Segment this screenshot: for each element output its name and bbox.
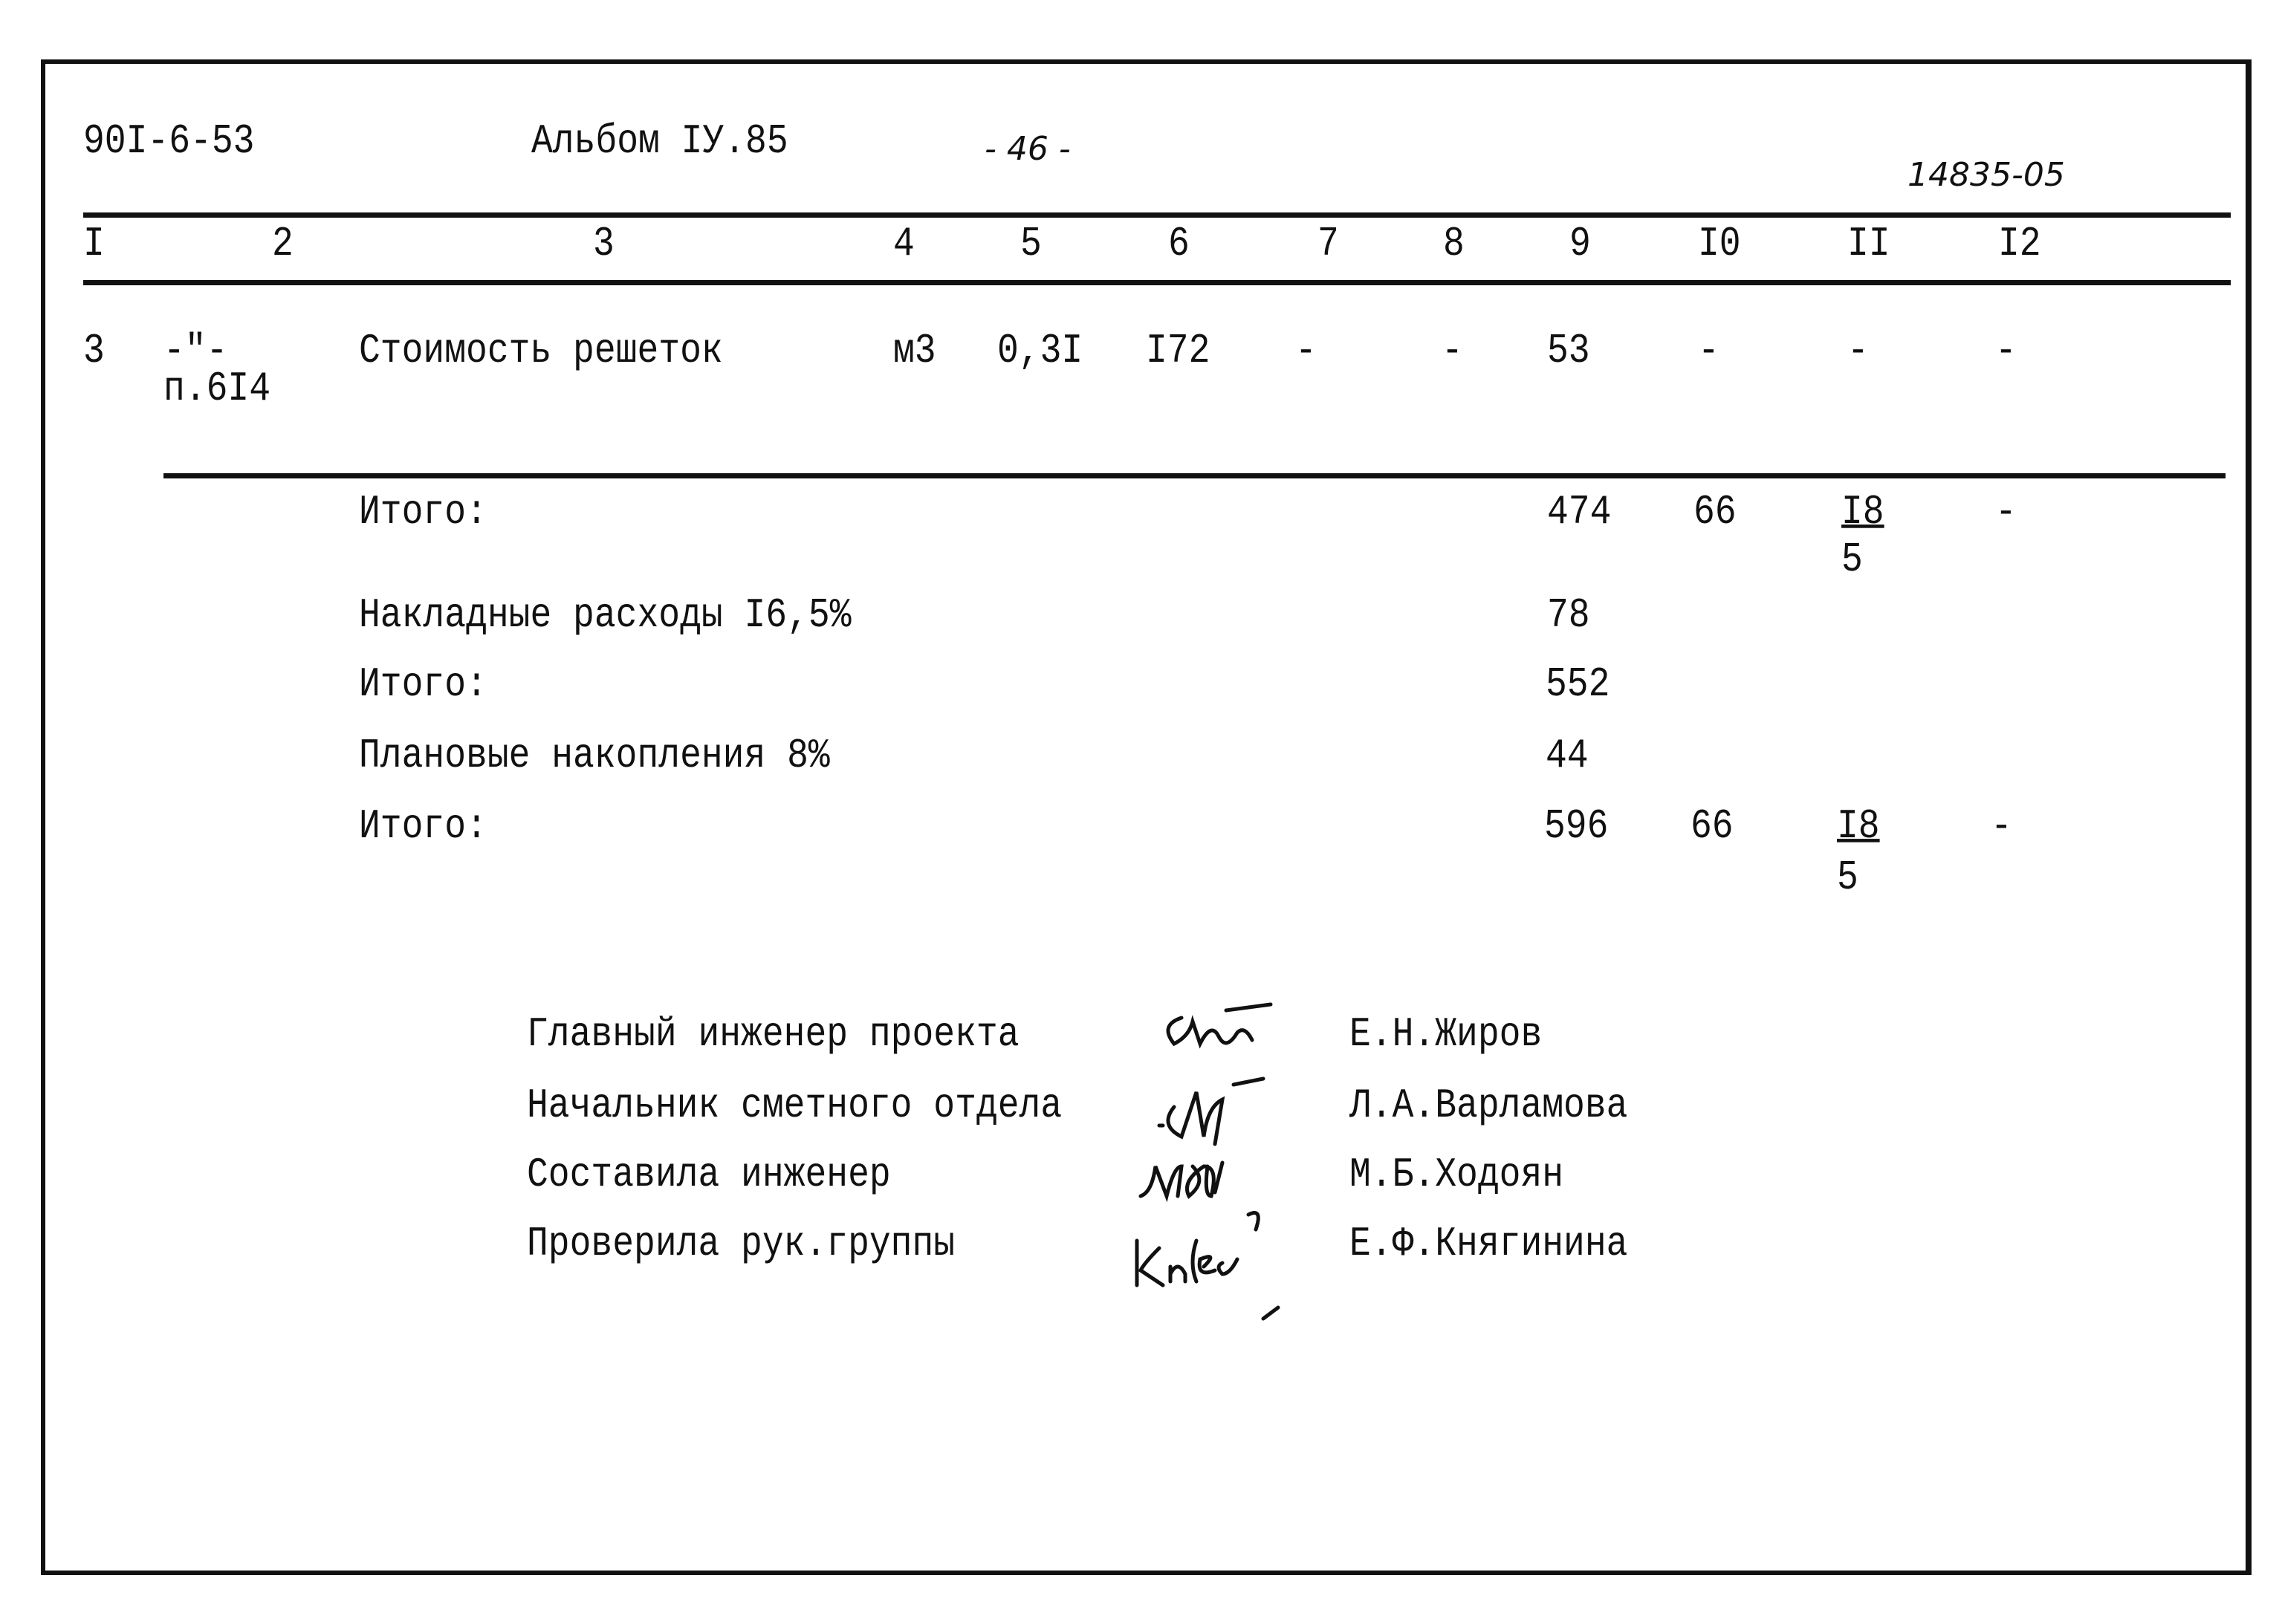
col-header: 8: [1443, 221, 1465, 268]
col-header: 7: [1317, 221, 1339, 268]
row-c10: -: [1698, 328, 1719, 375]
header-rule-bottom: [83, 280, 2231, 285]
total-c10: 66: [1693, 489, 1737, 536]
row-ref-item: п.6I4: [163, 366, 271, 413]
signature-3: [1141, 1163, 1222, 1196]
row-name: Стоимость решеток: [359, 328, 723, 375]
signature-role: Составила инженер: [527, 1152, 891, 1199]
row-c9: 53: [1547, 328, 1590, 375]
total-c12: -: [1995, 489, 2017, 536]
row-price: I72: [1146, 328, 1210, 375]
page-frame-edge: [2246, 59, 2250, 1575]
profit-c9: 44: [1546, 733, 1589, 780]
album-label: Альбом IУ.85: [531, 118, 788, 166]
header-rule-top: [83, 212, 2231, 218]
signature-4: [1137, 1213, 1278, 1319]
doc-code: 90I-6-53: [83, 118, 255, 166]
row-ref: -"-: [163, 328, 228, 375]
total-c11-denominator: 5: [1841, 536, 1863, 584]
total-label: Итого:: [359, 661, 487, 709]
signature-role: Начальник сметного отдела: [527, 1082, 1063, 1130]
signature-role: Проверила рук.группы: [527, 1221, 956, 1268]
col-header: 3: [593, 221, 615, 268]
signature-name: Л.А.Варламова: [1349, 1082, 1628, 1130]
row-c8: -: [1442, 328, 1463, 375]
overhead-c9: 78: [1547, 592, 1590, 640]
signature-role: Главный инженер проекта: [527, 1011, 1020, 1059]
signature-name: Е.Ф.Княгинина: [1349, 1221, 1628, 1268]
grand-total-c9: 596: [1544, 803, 1609, 851]
handwritten-signatures: [1129, 995, 1352, 1308]
profit-label: Плановые накопления 8%: [359, 733, 830, 780]
col-header: I0: [1698, 221, 1741, 268]
total-c9: 474: [1547, 489, 1612, 536]
signature-name: Е.Н.Жиров: [1349, 1011, 1543, 1059]
total-c11-numerator: I8: [1841, 489, 1884, 536]
col-header: I2: [1998, 221, 2041, 268]
col-header: 5: [1020, 221, 1042, 268]
signature-1: [1168, 1004, 1271, 1044]
signature-2: [1159, 1079, 1263, 1144]
signature-name: М.Б.Ходоян: [1349, 1152, 1564, 1199]
grand-total-c11-denominator: 5: [1837, 854, 1858, 902]
col-header: 2: [272, 221, 294, 268]
total-label: Итого:: [359, 489, 487, 536]
row-qty: 0,3I: [997, 328, 1083, 375]
totals-rule: [163, 473, 2226, 478]
col-header: 4: [893, 221, 915, 268]
col-header: II: [1847, 221, 1890, 268]
row-num: 3: [83, 328, 105, 375]
row-c11: -: [1847, 328, 1869, 375]
grand-total-c10: 66: [1691, 803, 1734, 851]
overhead-label: Накладные расходы I6,5%: [359, 592, 852, 640]
grand-total-label: Итого:: [359, 803, 487, 851]
col-header: 9: [1569, 221, 1591, 268]
doc-number: 14835-05: [1907, 156, 2065, 194]
total-c9: 552: [1546, 661, 1610, 709]
row-unit: м3: [893, 328, 936, 375]
row-c12: -: [1995, 328, 2017, 375]
grand-total-c12: -: [1991, 803, 2012, 851]
grand-total-c11-numerator: I8: [1837, 803, 1880, 851]
col-header: 6: [1168, 221, 1190, 268]
page-number: - 46 -: [985, 130, 1071, 168]
row-c7: -: [1295, 328, 1317, 375]
col-header: I: [83, 221, 105, 268]
